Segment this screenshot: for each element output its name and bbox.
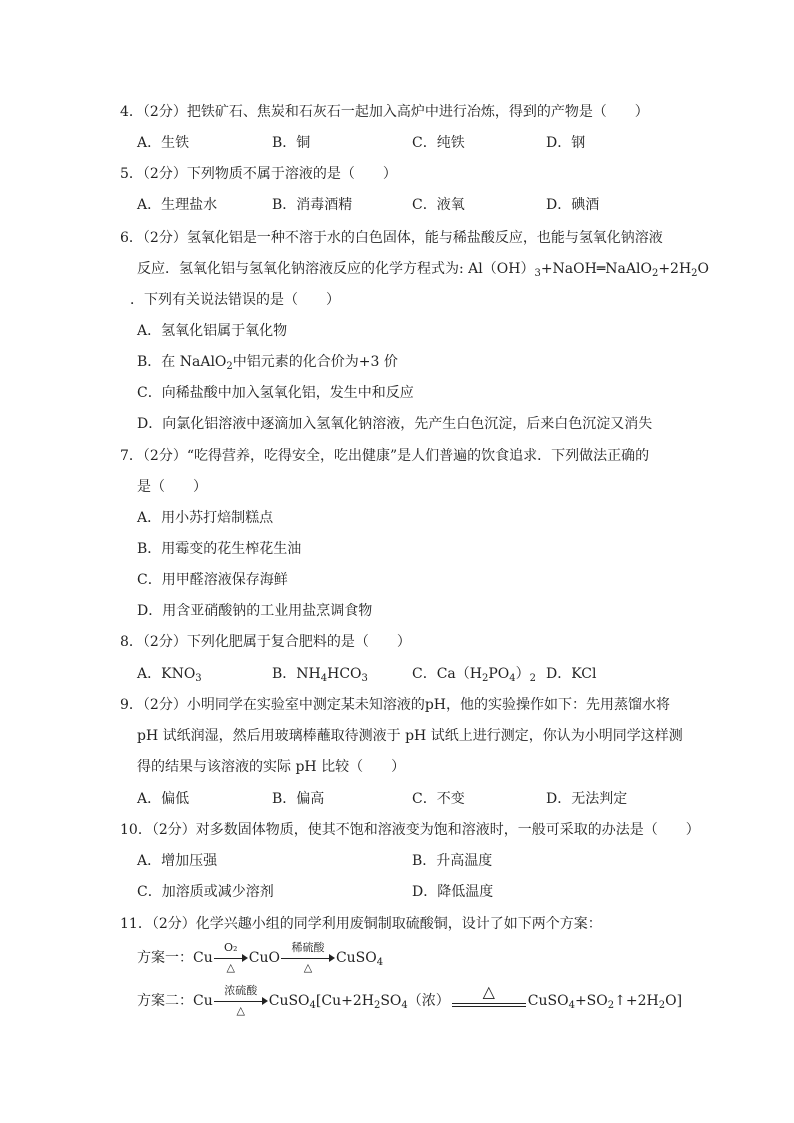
q4-option-d[interactable]: D．钢 bbox=[546, 135, 586, 151]
arrow-condition: O₂ bbox=[224, 941, 238, 954]
q8-sub: 2 bbox=[481, 673, 489, 684]
q9-option-c[interactable]: C．不变 bbox=[412, 791, 465, 807]
q8-option-d[interactable]: D．KCl bbox=[546, 666, 597, 682]
formula-sub: 4 bbox=[401, 1000, 408, 1011]
heat-symbol: △ bbox=[236, 1004, 245, 1017]
q8-option-c-close: ） bbox=[515, 666, 530, 682]
arrow-condition: 稀硫酸 bbox=[291, 941, 325, 954]
q8-option-c[interactable] bbox=[412, 664, 536, 684]
q6-sub: 2 bbox=[691, 268, 698, 279]
q7-option-a[interactable]: A．用小苏打焙制糕点 bbox=[137, 510, 274, 526]
q7-option-c[interactable]: C．用甲醛溶液保存海鲜 bbox=[137, 572, 288, 588]
q4-option-a[interactable]: A．生铁 bbox=[137, 135, 190, 151]
question-6-stem-line1: 6．（2分）氢氧化铝是一种不溶于水的白色固体，能与稀盐酸反应，也能与氢氧化钠溶液 bbox=[120, 230, 663, 246]
q5-option-a[interactable]: A．生理盐水 bbox=[137, 197, 218, 213]
reaction-arrow-icon bbox=[214, 941, 248, 974]
q5-option-d[interactable]: D．碘酒 bbox=[546, 197, 600, 213]
q8-option-b[interactable] bbox=[272, 664, 368, 684]
q6-option-a[interactable]: A．氢氧化铝属于氧化物 bbox=[137, 323, 288, 339]
plan-two-label: 方案二： bbox=[137, 993, 193, 1009]
plan-two-equation-left: [Cu+2H bbox=[315, 993, 374, 1009]
plan-two-equation-water: ↑+2H bbox=[614, 993, 659, 1009]
formula-sub: 4 bbox=[309, 1000, 316, 1011]
q6-sub: 2 bbox=[651, 268, 659, 279]
q4-option-b[interactable]: B．铜 bbox=[272, 135, 311, 151]
plan-one-reactant: Cu bbox=[193, 950, 213, 966]
q8-option-c-mid: PO bbox=[488, 666, 510, 682]
q6-option-c[interactable]: C．向稀盐酸中加入氢氧化铝，发生中和反应 bbox=[137, 385, 414, 401]
plan-two-equation-end: O] bbox=[665, 993, 683, 1009]
reaction-arrow-icon bbox=[214, 984, 268, 1017]
q6-equation-mid: +NaOH═NaAlO bbox=[540, 261, 652, 277]
reaction-arrow-icon bbox=[281, 941, 335, 974]
q6-equation-tail: O bbox=[697, 261, 710, 277]
q8-option-a[interactable] bbox=[137, 664, 202, 684]
question-4-stem: 4．（2分）把铁矿石、焦炭和石灰石一起加入高炉中进行冶炼，得到的产物是（ ） bbox=[120, 104, 649, 120]
q8-sub: 2 bbox=[529, 673, 537, 684]
plan-one-product: CuSO bbox=[335, 950, 377, 966]
plan-one-reaction bbox=[137, 941, 384, 974]
q8-sub: 4 bbox=[509, 673, 516, 684]
question-7-stem-line2: 是（ ） bbox=[137, 479, 207, 495]
q9-option-d[interactable]: D．无法判定 bbox=[546, 791, 628, 807]
question-7-stem-line1: 7．（2分）“吃得营养，吃得安全，吃出健康”是人们普遍的饮食追求．下列做法正确的 bbox=[120, 448, 650, 464]
question-6-stem-line2 bbox=[137, 259, 709, 279]
q9-option-b[interactable]: B．偏高 bbox=[272, 791, 325, 807]
q6-option-b-suffix: 中铝元素的化合价为+3 价 bbox=[232, 354, 398, 370]
q5-option-b[interactable]: B．消毒酒精 bbox=[272, 197, 353, 213]
q8-sub: 4 bbox=[320, 673, 328, 684]
q6-option-b[interactable] bbox=[137, 352, 398, 372]
q6-option-b-prefix: B．在 NaAlO bbox=[137, 354, 227, 370]
q8-option-c-formula: C．Ca（H bbox=[412, 666, 482, 682]
q7-option-b[interactable]: B．用霉变的花生榨花生油 bbox=[137, 541, 302, 557]
question-5-stem: 5．（2分）下列物质不属于溶液的是（ ） bbox=[120, 166, 397, 182]
q5-option-c[interactable]: C．液氧 bbox=[412, 197, 465, 213]
formula-sub: 4 bbox=[568, 1000, 575, 1011]
plan-two-equation-so: SO bbox=[380, 993, 402, 1009]
plan-one-intermediate: CuO bbox=[248, 950, 280, 966]
q10-option-a[interactable]: A．增加压强 bbox=[137, 853, 218, 869]
q7-option-d[interactable]: D．用含亚硝酸钠的工业用盐烹调食物 bbox=[137, 603, 373, 619]
q10-option-b[interactable]: B．升高温度 bbox=[412, 853, 493, 869]
equals-heat-icon bbox=[452, 982, 526, 1016]
plan-two-equation-right: CuSO bbox=[527, 993, 569, 1009]
q6-option-d[interactable]: D．向氯化铝溶液中逐滴加入氢氧化钠溶液，先产生白色沉淀，后来白色沉淀又消失 bbox=[137, 416, 653, 432]
question-9-stem-line3: 得的结果与该溶液的实际 pH 比较（ ） bbox=[137, 759, 406, 775]
heat-symbol: △ bbox=[482, 982, 495, 1001]
q10-option-c[interactable]: C．加溶质或减少溶剂 bbox=[137, 884, 274, 900]
plan-two-reaction bbox=[137, 982, 683, 1017]
q10-option-d[interactable]: D．降低温度 bbox=[412, 884, 494, 900]
heat-symbol: △ bbox=[303, 961, 313, 974]
q8-option-a-formula: A．KNO bbox=[137, 666, 196, 682]
q6-equation-prefix: 反应．氢氧化铝与氢氧化钠溶液反应的化学方程式为: Al（OH） bbox=[137, 261, 535, 277]
heat-symbol: △ bbox=[226, 961, 235, 974]
formula-sub: 4 bbox=[376, 957, 384, 968]
plan-two-equation-so2: +SO bbox=[574, 993, 608, 1009]
q8-option-b-mid: HCO bbox=[327, 666, 362, 682]
q6-sub: 3 bbox=[534, 268, 541, 279]
question-10-stem: 10．（2分）对多数固体物质，使其不饱和溶液变为饱和溶液时，一般可采取的办法是（ ） bbox=[120, 822, 700, 838]
plan-two-product: CuSO bbox=[268, 993, 310, 1009]
formula-sub: 2 bbox=[607, 1000, 615, 1011]
question-9-stem-line2: pH 试纸润湿，然后用玻璃棒蘸取待测液于 pH 试纸上进行测定，你认为小明同学这样测 bbox=[137, 728, 683, 744]
q8-sub: 3 bbox=[195, 673, 202, 684]
question-8-stem: 8．（2分）下列化肥属于复合肥料的是（ ） bbox=[120, 634, 411, 650]
plan-two-reactant: Cu bbox=[193, 993, 213, 1009]
plan-one-label: 方案一： bbox=[137, 950, 193, 966]
arrow-condition: 浓硫酸 bbox=[224, 984, 258, 997]
q8-sub: 3 bbox=[361, 673, 368, 684]
q8-option-b-formula: B．NH bbox=[272, 666, 321, 682]
question-11-stem: 11．（2分）化学兴趣小组的同学利用废铜制取硫酸铜，设计了如下两个方案： bbox=[120, 916, 602, 932]
q6-sub: 2 bbox=[226, 361, 233, 372]
question-9-stem-line1: 9．（2分）小明同学在实验室中测定某未知溶液的pH，他的实验操作如下：先用蒸馏水将 bbox=[120, 697, 670, 713]
q9-option-a[interactable]: A．偏低 bbox=[137, 791, 190, 807]
q4-option-c[interactable]: C．纯铁 bbox=[412, 135, 465, 151]
formula-sub: 2 bbox=[373, 1000, 381, 1011]
plan-two-equation-condition: （浓） bbox=[407, 993, 450, 1009]
question-6-stem-line3: ．下列有关说法错误的是（ ） bbox=[130, 292, 340, 308]
formula-sub: 2 bbox=[658, 1000, 666, 1011]
q6-equation-end: +2H bbox=[658, 261, 692, 277]
